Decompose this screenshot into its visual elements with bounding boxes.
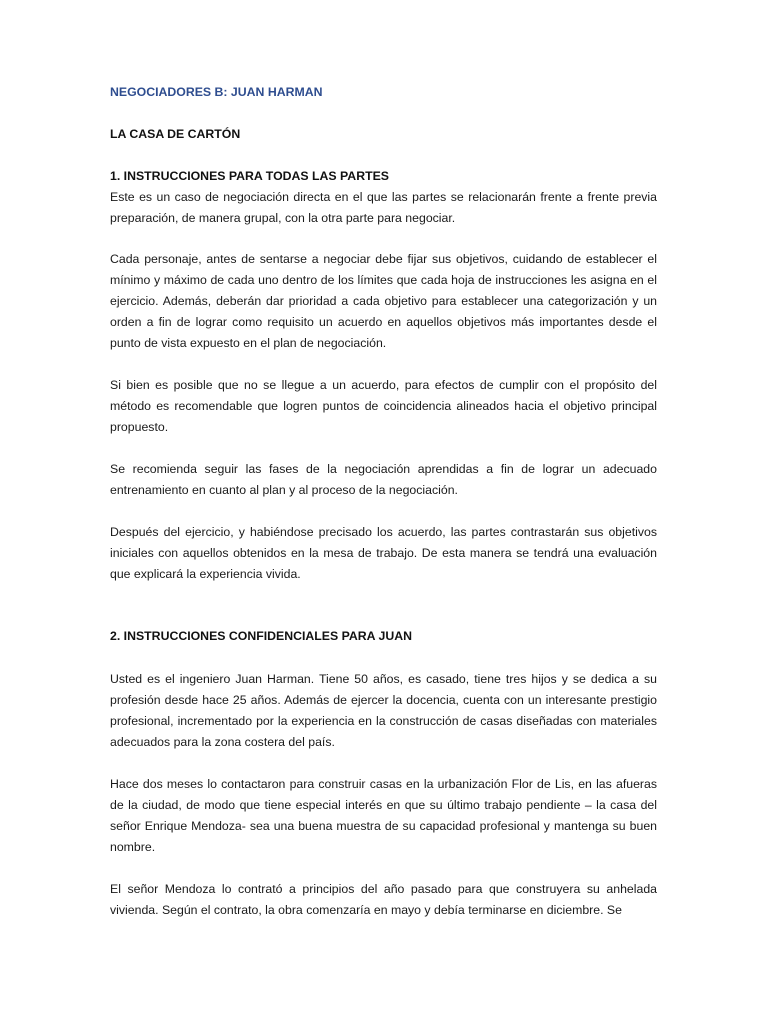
paragraph: El señor Mendoza lo contrató a principios del año pasado para que construyera su anhelada vivienda. Según el contrato, la obra comenzaría en mayo y debía terminarse en diciembre. Se xyxy=(110,882,657,917)
paragraph: Cada personaje, antes de sentarse a negociar debe fijar sus objetivos, cuidando de establecer el mínimo y máximo de cada uno dentro de los límites que cada hoja de instrucciones les asigna en el ejercicio. Además, deberán dar prioridad a cada objetivo para establecer una categorización y un orden a fin de lograr como requisito un acuerdo en aquellos objetivos más importantes desde el punto de vista expuesto en el plan de negociación. xyxy=(110,252,657,350)
section-heading-1: 1. INSTRUCCIONES PARA TODAS LAS PARTES xyxy=(110,169,389,183)
paragraph: Si bien es posible que no se llegue a un acuerdo, para efectos de cumplir con el propósito del método es recomendable que logren puntos de coincidencia alineados hacia el objetivo principal propuesto. xyxy=(110,378,657,434)
section-heading-2: 2. INSTRUCCIONES CONFIDENCIALES PARA JUAN xyxy=(110,629,412,643)
paragraph: Este es un caso de negociación directa en el que las partes se relacionarán frente a frente previa preparación, de manera grupal, con la otra parte para negociar. xyxy=(110,190,657,225)
paragraph: Después del ejercicio, y habiéndose precisado los acuerdo, las partes contrastarán sus objetivos iniciales con aquellos obtenidos en la mesa de trabajo. De esta manera se tendrá una evaluación que explicará la experiencia vivida. xyxy=(110,525,657,581)
paragraph: Hace dos meses lo contactaron para construir casas en la urbanización Flor de Lis, en las afueras de la ciudad, de modo que tiene especial interés en que su último trabajo pendiente – la casa del señor Enrique Mendoza- sea una buena muestra de su capacidad profesional y mantenga su buen nombre. xyxy=(110,777,657,854)
document-header: NEGOCIADORES B: JUAN HARMAN xyxy=(110,85,323,99)
paragraph: Se recomienda seguir las fases de la negociación aprendidas a fin de lograr un adecuado entrenamiento en cuanto al plan y al proceso de la negociación. xyxy=(110,462,657,497)
document-title: LA CASA DE CARTÓN xyxy=(110,127,241,141)
paragraph: Usted es el ingeniero Juan Harman. Tiene 50 años, es casado, tiene tres hijos y se dedica a su profesión desde hace 25 años. Además de ejercer la docencia, cuenta con un interesante prestigio profesional, incrementado por la experiencia en la construcción de casas diseñadas con materiales adecuados para la zona costera del país. xyxy=(110,672,657,749)
